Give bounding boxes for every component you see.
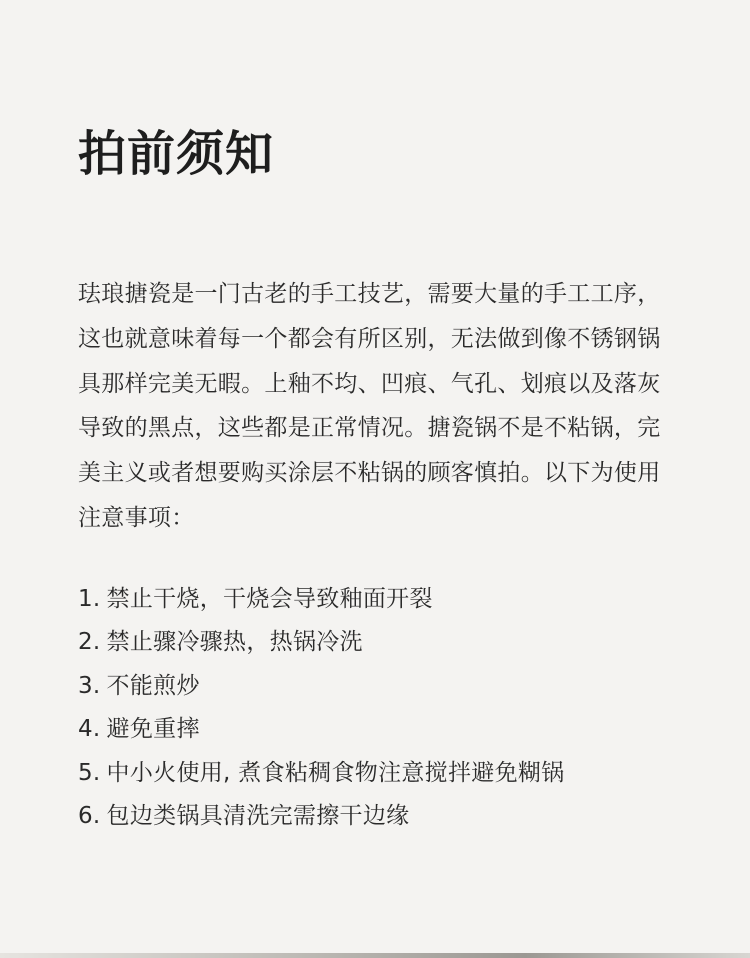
list-item-number: 2. bbox=[78, 629, 101, 656]
list-item-text: 禁止骤冷骤热，热锅冷洗 bbox=[106, 629, 363, 656]
list-item bbox=[78, 578, 678, 621]
list-item-text: 包边类锅具清洗完需擦干边缘 bbox=[106, 803, 410, 830]
list-item-number: 4. bbox=[78, 716, 101, 743]
list-item bbox=[78, 665, 678, 708]
list-item bbox=[78, 708, 678, 751]
list-item bbox=[78, 621, 678, 664]
list-item-text: 避免重摔 bbox=[106, 716, 200, 743]
list-item-text: 不能煎炒 bbox=[106, 672, 200, 699]
intro-paragraph: 珐琅搪瓷是一门古老的手工技艺，需要大量的手工工序，这也就意味着每一个都会有所区别，无法做到像不锈钢锅具那样完美无暇。上釉不均、凹痕、气孔、划痕以及落灰导致的黑点，这些都是正常情况。搪瓷锅不是不粘锅，完美主义或者想要购买涂层不粘锅的顾客慎拍。以下为使用注意事项： bbox=[78, 281, 661, 531]
list-item-number: 1. bbox=[78, 586, 101, 612]
list-item-number: 3. bbox=[78, 672, 101, 699]
usage-notes-list bbox=[78, 578, 678, 838]
list-item-text: 中小火使用, 煮食粘稠食物注意搅拌避免糊锅 bbox=[106, 759, 565, 786]
list-item bbox=[78, 795, 678, 838]
list-item bbox=[78, 752, 678, 795]
bottom-edge-strip bbox=[0, 953, 750, 958]
list-item-number: 5. bbox=[78, 759, 101, 786]
page-title: 拍前须知 bbox=[78, 126, 275, 182]
list-item-number: 6. bbox=[78, 803, 101, 830]
list-item-text: 禁止干烧，干烧会导致釉面开裂 bbox=[106, 586, 433, 612]
